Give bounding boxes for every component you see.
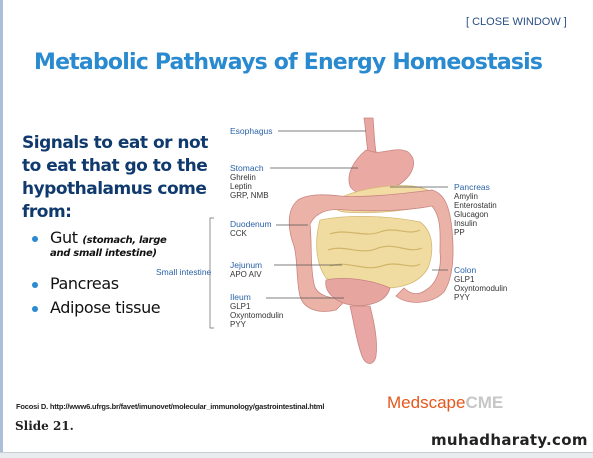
close-window-link[interactable]: [ CLOSE WINDOW ] (466, 16, 567, 28)
label-pancreas-title: Pancreas (454, 182, 490, 192)
jejunum-hormone: APO AIV (230, 270, 262, 279)
bullet-pancreas-label: Pancreas (50, 274, 119, 293)
brand-part-1: Medscape (387, 393, 466, 412)
ileum-hormone: PYY (230, 320, 247, 329)
intro-text: Signals to eat or not to eat that go to the hypothalamus come from: (22, 133, 208, 222)
bullet-gut-note: (stomach, large (82, 235, 167, 246)
source-citation: Focosi D. http://www6.ufrgs.br/favet/imunovet/molecular_immunology/gastrointestinal.html (16, 402, 325, 411)
label-ileum-title: Ileum (230, 292, 251, 302)
label-small-intestine: Small intestine (156, 267, 212, 277)
window-bottom-strip (0, 452, 593, 458)
colon-hormone: Oxyntomodulin (454, 284, 508, 293)
slide-number: Slide 21. (15, 419, 74, 433)
signal-sources-list (32, 228, 167, 322)
label-duodenum-title: Duodenum (230, 219, 272, 229)
bullet-pancreas (32, 274, 167, 298)
stomach-hormone: Leptin (230, 182, 252, 191)
label-pancreas (454, 183, 497, 237)
pancreas-hormone: Enterostatin (454, 201, 497, 210)
medscape-cme-logo (387, 393, 503, 413)
colon-hormone: GLP1 (454, 275, 475, 284)
label-duodenum (230, 220, 272, 238)
pancreas-hormone: Amylin (454, 192, 479, 201)
slide-title: Metabolic Pathways of Energy Homeostasis (34, 50, 543, 75)
label-colon-title: Colon (454, 265, 477, 275)
bullet-adipose (32, 298, 167, 322)
label-colon (454, 266, 507, 302)
pancreas-hormone: Insulin (454, 219, 478, 228)
bullet-gut-label: Gut (50, 228, 83, 247)
stomach-hormone: GRP, NMB (230, 191, 269, 200)
site-watermark: muhadharaty.com (431, 431, 588, 449)
bullet-gut (32, 228, 167, 274)
label-ileum (230, 293, 283, 329)
gi-tract-illustration (150, 110, 593, 390)
stomach-hormone: Ghrelin (230, 173, 256, 182)
bullet-gut-note-line2: and small intestine) (50, 248, 157, 259)
ileum-hormone: GLP1 (230, 302, 251, 311)
colon-hormone: PYY (454, 293, 471, 302)
label-jejunum-title: Jejunum (230, 260, 263, 270)
window-left-border (0, 0, 3, 457)
label-jejunum (230, 261, 262, 279)
pancreas-hormone: PP (454, 228, 465, 237)
label-esophagus: Esophagus (230, 126, 273, 136)
bullet-adipose-label: Adipose tissue (50, 298, 161, 317)
label-stomach-title: Stomach (230, 163, 264, 173)
gi-tract-diagram (150, 110, 593, 390)
ileum-hormone: Oxyntomodulin (230, 311, 284, 320)
pancreas-hormone: Glucagon (454, 210, 489, 219)
label-stomach (230, 164, 269, 200)
duodenum-hormone: CCK (230, 229, 247, 238)
brand-part-2: CME (465, 393, 504, 412)
